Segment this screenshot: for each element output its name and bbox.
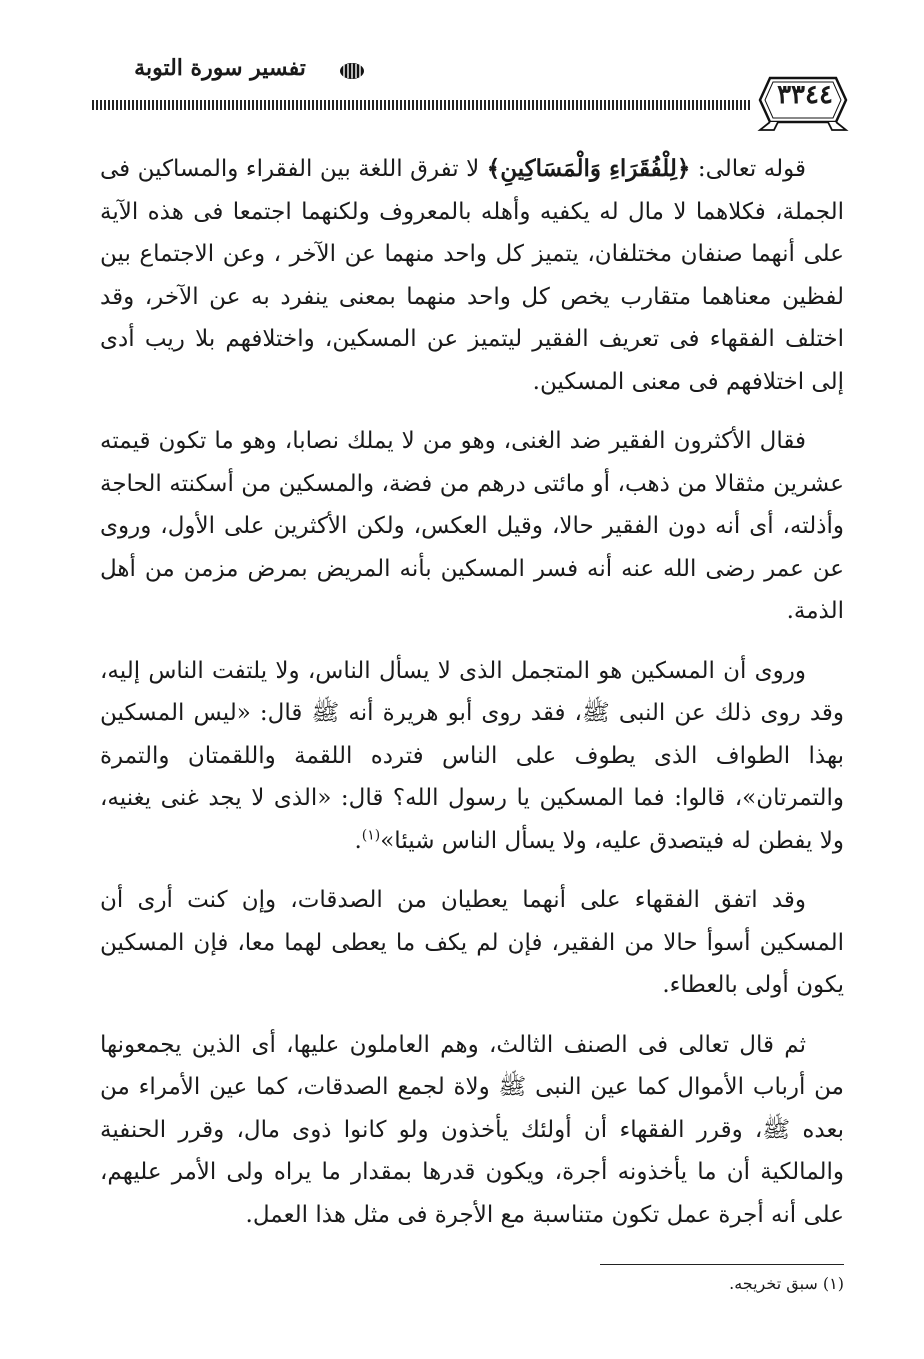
- verse-lead: قوله تعالى:: [697, 156, 806, 182]
- footnote: (١) سبق تخريجه.: [729, 1274, 844, 1293]
- paragraph-1-text: لا تفرق اللغة بين الفقراء والمساكين فى الجملة، فكلاهما لا مال له يكفيه وأهله بالمعروف ولكنهما اجتمعا فى هذه الآية على أنهما صنفان مختلفان، يتميز كل واحد منهما عن الآخر ، وعن الاجتماع بين لفظين معناهما متقارب يخص كل واحد منهما بمعنى ينفرد به عن الآخر، وقد اختلف الفقهاء فى تعريف الفقير ليتميز عن المسكين، واختلافهم بلا ريب أدى إلى اختلافهم فى معنى المسكين.: [100, 156, 844, 395]
- header-rule: [92, 100, 752, 110]
- paragraph-5: ثم قال تعالى فى الصنف الثالث، وهم العاملون عليها، أى الذين يجمعونها من أرباب الأموال كما عين النبى ﷺ ولاة لجمع الصدقات، كما عين الأمراء من بعده ﷺ، وقرر الفقهاء أن أولئك يأخذون ولو كانوا ذوى مال، وقرر الحنفية والمالكية أن ما يأخذونه أجرة، ويكون قدرها بمقدار ما يراه ولى الأمر عليهم، على أنه أجرة عمل تكون متناسبة مع الأجرة فى مثل هذا العمل.: [100, 1031, 844, 1228]
- page-number-banner: [752, 72, 854, 136]
- running-header-title: تفسير سورة التوبة: [134, 55, 306, 81]
- paragraph-3-end: .: [354, 827, 362, 854]
- paragraph-4: وقد اتفق الفقهاء على أنهما يعطيان من الصدقات، وإن كنت أرى أن المسكين أسوأ حالا من الفقير، فإن لم يكف ما يعطى لهما معا، فإن المسكين يكون أولى بالعطاء.: [100, 887, 844, 998]
- paragraph-1: [100, 148, 844, 403]
- paragraph-2: فقال الأكثرون الفقير ضد الغنى، وهو من لا يملك نصابا، وهو ما تكون قيمته عشرين مثقالا من ذهب، أو مائتى درهم من فضة، والمسكين من أسكنته الحاجة وأذلته، أى أنه دون الفقير حالا، وقيل العكس، ولكن الأكثرين على الأول، وروى عن عمر رضى الله عنه أنه فسر المسكين بأنه المريض بمرض مزمن من أهل الذمة.: [100, 428, 844, 624]
- header-ornament-icon: [338, 62, 366, 80]
- paragraph-3: [100, 650, 844, 863]
- page-number: ٣٣٤٤: [777, 80, 833, 110]
- main-text: [100, 148, 844, 1253]
- paragraph-3-text: وروى أن المسكين هو المتجمل الذى لا يسأل الناس، ولا يلتفت الناس إليه، وقد روى ذلك عن النبى ﷺ، فقد روى أبو هريرة أنه ﷺ قال: «ليس المسكين بهذا الطواف الذى يطوف على الناس فترده اللقمة واللقمتان والتمرة والتمرتان»، قالوا: فما المسكين يا رسول الله؟ قال: «الذى لا يجد غنى يغنيه، ولا يفطن له فيتصدق عليه، ولا يسأل الناس شيئا»: [100, 657, 844, 854]
- quran-quote: ﴿لِلْفُقَرَاءِ وَالْمَسَاكِينِ﴾: [486, 155, 691, 182]
- footnote-ref: (١): [361, 826, 381, 843]
- footnote-rule: [600, 1264, 844, 1265]
